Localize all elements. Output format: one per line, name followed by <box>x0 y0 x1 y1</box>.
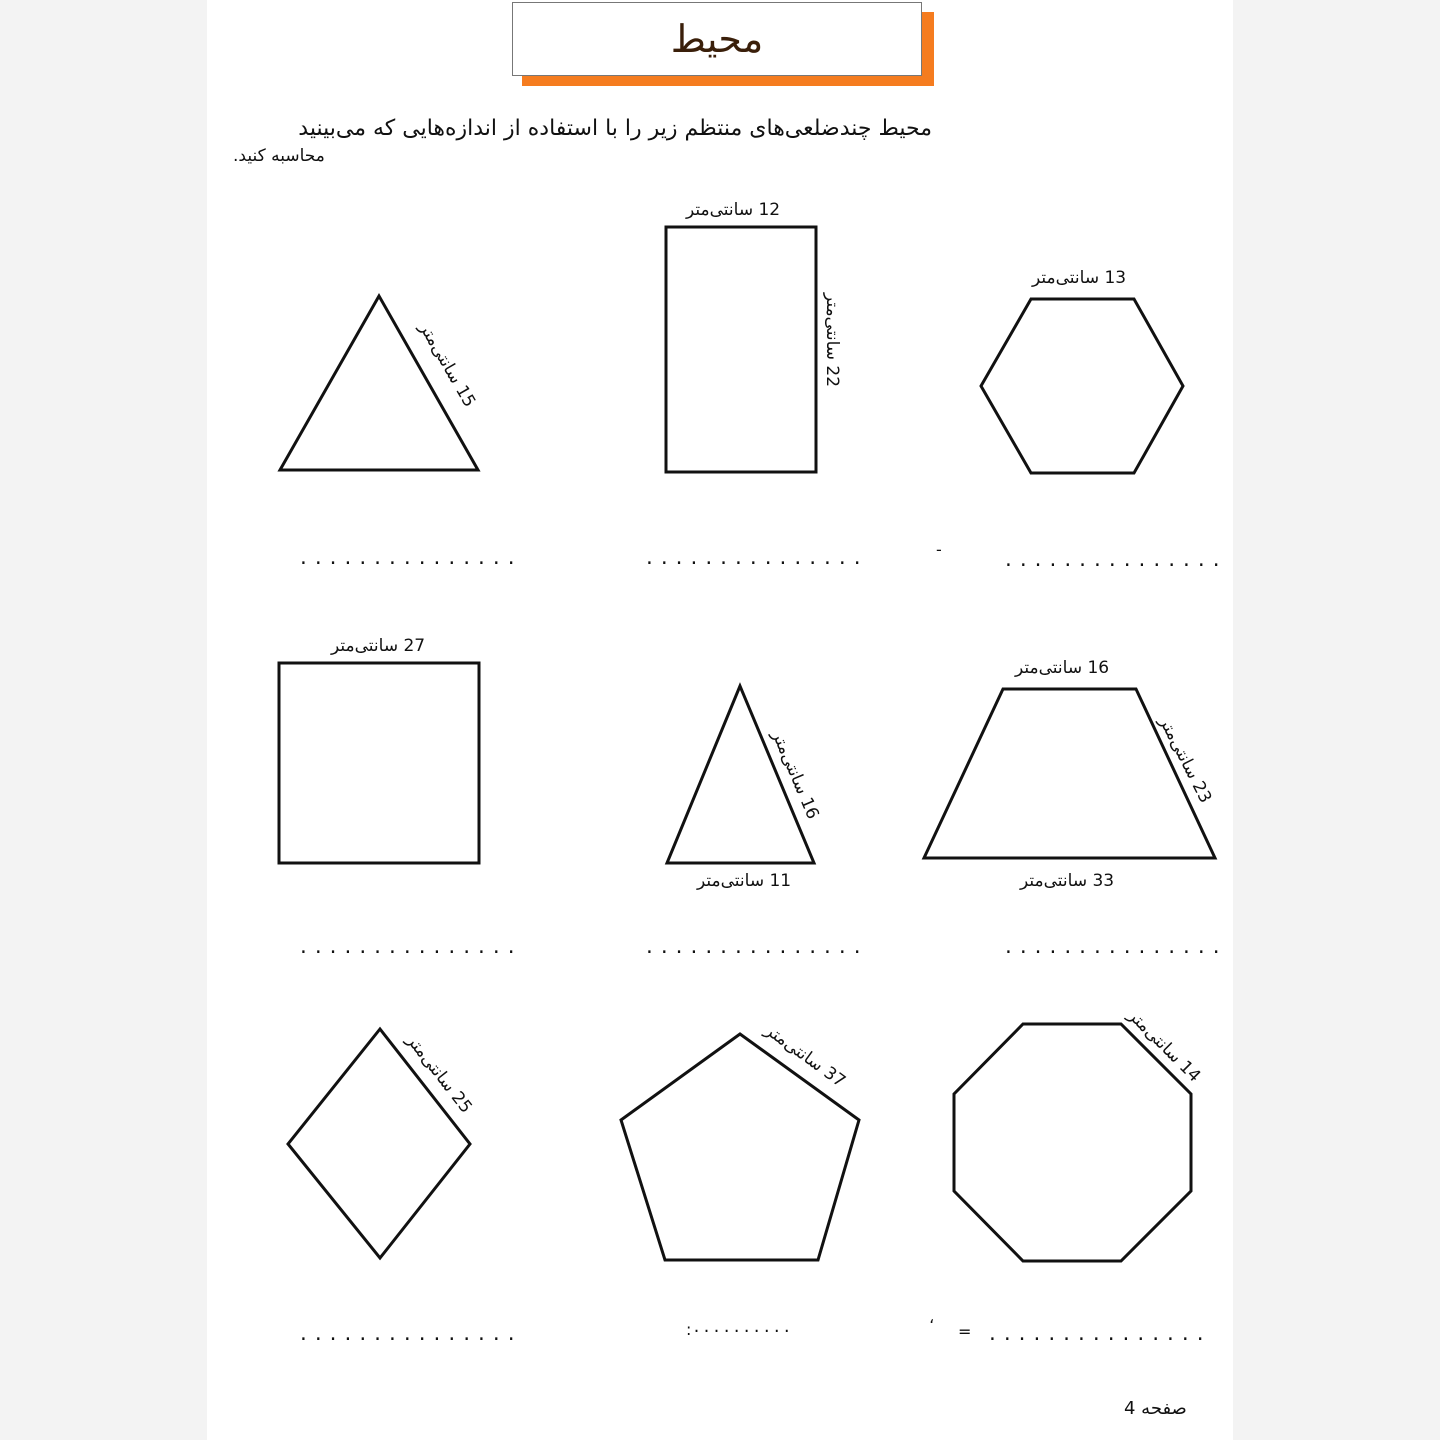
rhombus-side-label: 25 سانتی‌متر <box>402 1030 476 1118</box>
page-number: صفحه 4 <box>1124 1398 1187 1419</box>
answer-line[interactable]: ............... <box>298 937 521 958</box>
trapezoid-base-label: 33 سانتی‌متر <box>1020 871 1115 891</box>
isosceles-side-label: 16 سانتی‌متر <box>767 727 823 823</box>
stray-mark: : <box>686 1320 692 1339</box>
answer-line[interactable]: ............... <box>644 937 867 958</box>
rectangle <box>666 227 816 472</box>
answer-line[interactable]: ............... <box>644 548 867 569</box>
answer-line[interactable]: ............... <box>1003 550 1226 571</box>
answer-line-short[interactable]: .......... <box>692 1318 793 1336</box>
answer-line[interactable]: ............... <box>298 548 521 569</box>
instruction-text-continued: محاسبه کنید. <box>233 146 325 166</box>
stray-mark: - <box>936 540 942 559</box>
equals-sign: = <box>958 1322 972 1341</box>
rectangle-side-label: 22 سانتی‌متر <box>822 292 843 388</box>
answer-line[interactable]: ............... <box>1003 937 1226 958</box>
square-top-label: 27 سانتی‌متر <box>331 636 426 656</box>
hexagon-top-label: 13 سانتی‌متر <box>1032 268 1127 288</box>
page-title: محیط <box>512 2 922 76</box>
stray-mark: ، <box>929 1308 935 1327</box>
octagon <box>954 1024 1191 1261</box>
pentagon-side-label: 37 سانتی‌متر <box>761 1020 850 1092</box>
trapezoid-side-label: 23 سانتی‌متر <box>1154 713 1216 807</box>
instruction-text: محیط چندضلعی‌های منتظم زیر را با استفاده از اندازه‌هایی که می‌بینید <box>298 116 932 141</box>
isosceles-base-label: 11 سانتی‌متر <box>697 871 792 891</box>
answer-line[interactable]: ............... <box>298 1324 521 1345</box>
octagon-side-label: 14 سانتی‌متر <box>1123 1005 1205 1087</box>
triangle-side-label: 15 سانتی‌متر <box>414 319 480 411</box>
hexagon <box>981 299 1183 473</box>
answer-line[interactable]: ............... <box>987 1324 1210 1345</box>
rectangle-top-label: 12 سانتی‌متر <box>686 200 781 220</box>
trapezoid-top-label: 16 سانتی‌متر <box>1015 658 1110 678</box>
square <box>279 663 479 863</box>
